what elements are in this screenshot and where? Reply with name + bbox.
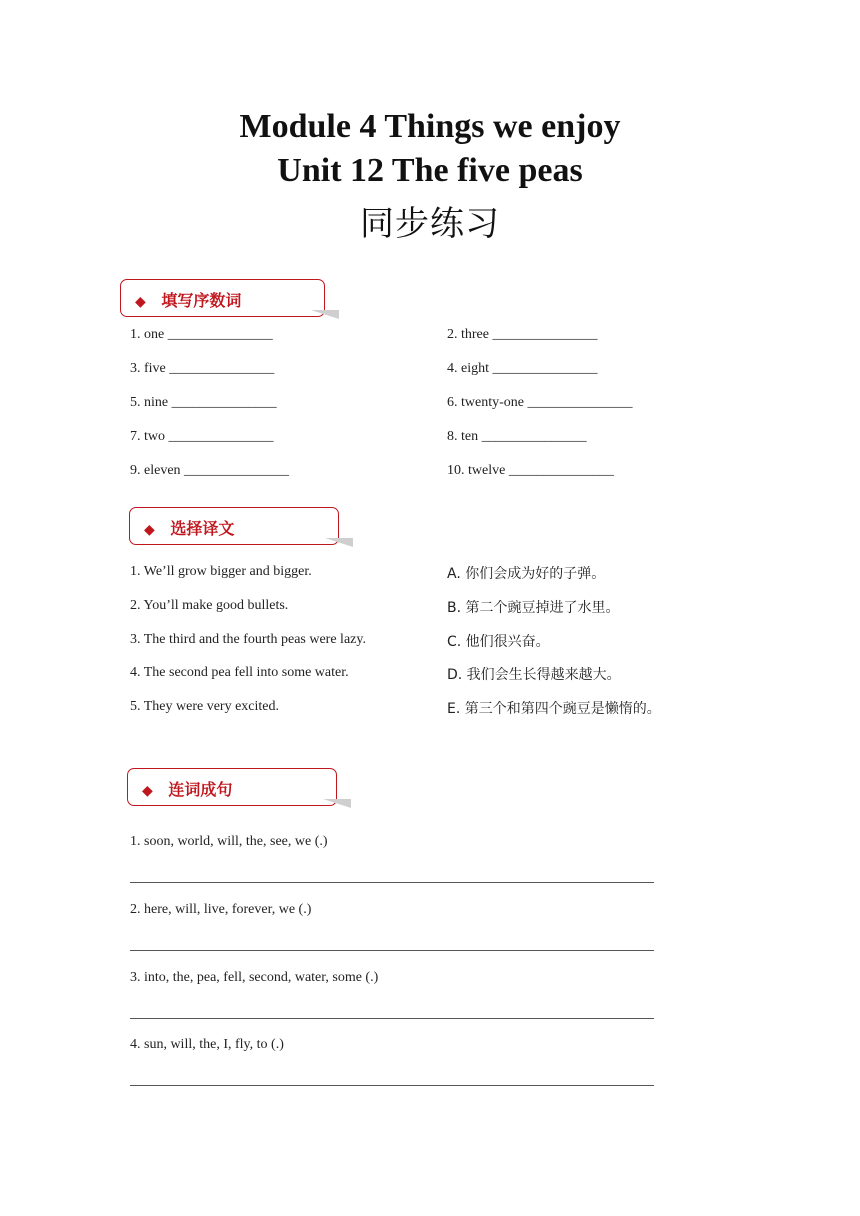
word-order-prompt: 2. here, will, live, forever, we (.) — [130, 902, 312, 917]
section3-shadow — [323, 799, 351, 808]
english-sentence: 2. You’ll make good bullets. — [130, 598, 289, 613]
chinese-option: E. 第三个和第四个豌豆是懒惰的。 — [447, 701, 661, 717]
english-sentence: 1. We’ll grow bigger and bigger. — [130, 564, 312, 579]
diamond-icon: ◆ — [135, 294, 146, 310]
ordinal-item: 1. one _______________ — [130, 327, 273, 342]
ordinal-item: 5. nine _______________ — [130, 395, 277, 410]
answer-line — [130, 1018, 654, 1019]
diamond-icon: ◆ — [144, 522, 155, 538]
diamond-icon: ◆ — [142, 783, 153, 799]
ordinal-item: 4. eight _______________ — [447, 361, 598, 376]
section2-shadow — [325, 538, 353, 547]
answer-line — [130, 950, 654, 951]
english-sentence: 3. The third and the fourth peas were lazy. — [130, 632, 366, 647]
section1-box — [120, 279, 325, 317]
word-order-prompt: 4. sun, will, the, I, fly, to (.) — [130, 1037, 284, 1052]
ordinal-item: 9. eleven _______________ — [130, 463, 290, 478]
chinese-option: A. 你们会成为好的子弹。 — [447, 566, 606, 582]
ordinal-item: 3. five _______________ — [130, 361, 275, 376]
title-unit: Unit 12 The five peas — [277, 152, 583, 189]
ordinal-item: 7. two _______________ — [130, 429, 274, 444]
english-sentence: 5. They were very excited. — [130, 699, 280, 714]
ordinal-item: 2. three _______________ — [447, 327, 598, 342]
title-practice: 同步练习 — [360, 204, 500, 244]
section3-box — [127, 768, 337, 806]
ordinal-item: 8. ten _______________ — [447, 429, 587, 444]
chinese-option: B. 第二个豌豆掉进了水里。 — [447, 600, 620, 616]
section1-heading: 填写序数词 — [161, 291, 242, 310]
ordinal-item: 10. twelve _______________ — [447, 463, 614, 478]
word-order-prompt: 3. into, the, pea, fell, second, water, some (.) — [130, 970, 379, 985]
english-sentence: 4. The second pea fell into some water. — [130, 665, 349, 680]
title-module: Module 4 Things we enjoy — [239, 108, 621, 145]
chinese-option: C. 他们很兴奋。 — [447, 634, 550, 650]
answer-line — [130, 882, 654, 883]
ordinal-item: 6. twenty-one _______________ — [447, 395, 633, 410]
section3-heading: 连词成句 — [168, 780, 233, 799]
chinese-option: D. 我们会生长得越来越大。 — [447, 667, 621, 683]
word-order-prompt: 1. soon, world, will, the, see, we (.) — [130, 834, 328, 849]
section1-shadow — [311, 310, 339, 319]
answer-line — [130, 1085, 654, 1086]
section2-box — [129, 507, 339, 545]
section2-heading: 选择译文 — [170, 519, 235, 538]
